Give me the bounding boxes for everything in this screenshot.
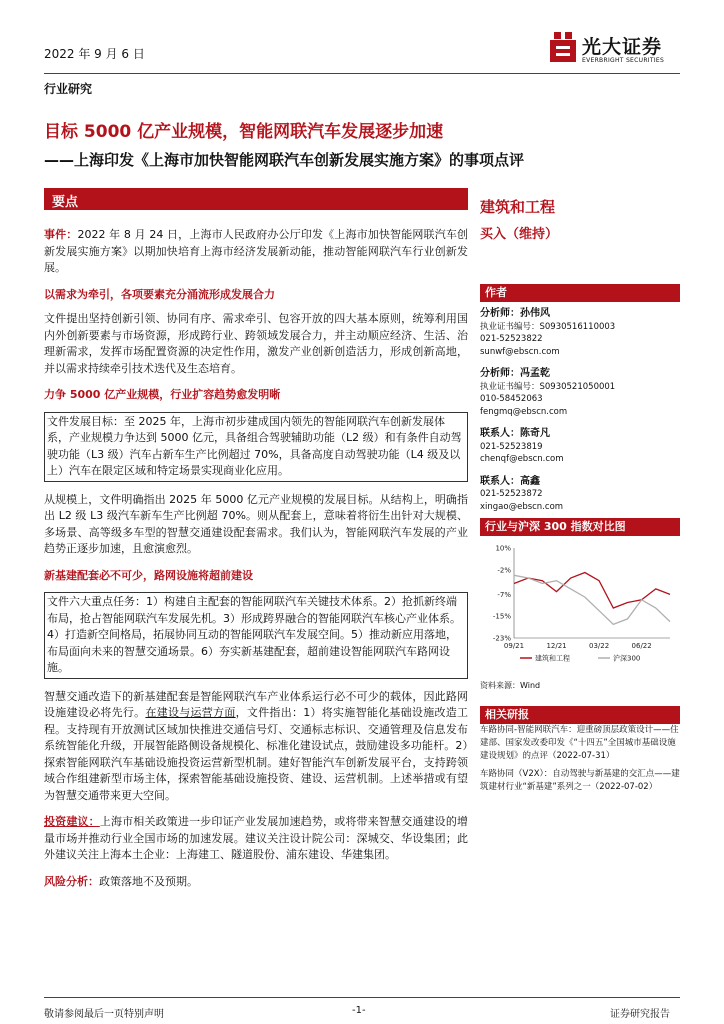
analyst-card — [480, 368, 680, 418]
report-category: 行业研究 — [44, 82, 93, 96]
x-tick-label: 09/21 — [503, 642, 525, 650]
y-tick-label: -2% — [497, 566, 511, 575]
report-type: 证券研究报告 — [610, 1009, 670, 1020]
y-tick-label: -15% — [492, 612, 511, 621]
section-heading-infrastructure: 新基建配套必不可少，路网设施将超前建设 — [44, 568, 253, 582]
brand-name-cn: 光大证券 — [582, 36, 663, 58]
contact-card — [480, 476, 680, 514]
tasks-box: 文件六大重点任务：1）构建自主配套的智能网联汽车关键技术体系。2）抢抓新终端布局，抢占智能网联汽车发展先机。3）形成跨界融合的智能网联汽车核心产业体系。4）打造新空间格局，拓展协同互动的智能网联汽车发展空间。5）推动新应用落地，布局面向未来的智慧交通场景。6）夯实新基建配套，超前建设智能网联汽车路网设施。 — [44, 592, 468, 679]
event-paragraph — [44, 227, 468, 277]
header-divider — [44, 73, 680, 74]
principles-paragraph: 文件提出坚持创新引领、协同有序、需求牵引、包容开放的四大基本原则，统筹利用国内外创新要素与市场资源，形成跨行业、跨领域发展合力，并主动顺应经济、生活、治理新需求，发挥市场配置资源的决定性作用，激发产业创新创造活力，形成创新高地，并以需求持续牵引技术迭代及生态培育。 — [44, 312, 468, 375]
risk-text: 政策落地不及预期。 — [99, 874, 198, 888]
analyst-phone: 021-52523822 — [480, 334, 543, 344]
side-column — [480, 196, 680, 513]
analyst-name: 分析师：冯孟乾 — [480, 368, 550, 379]
contact-name: 联系人：高鑫 — [480, 475, 540, 487]
footer-divider — [44, 997, 680, 998]
analyst-cert: 执业证书编号：S0930521050001 — [480, 381, 616, 392]
contact-card — [480, 428, 680, 466]
related-reports-header: 相关研报 — [480, 706, 680, 724]
main-column — [44, 227, 468, 900]
contact-phone: 021-52523872 — [480, 489, 543, 499]
y-tick-label: -7% — [497, 590, 511, 599]
x-tick-label: 12/21 — [546, 642, 567, 650]
y-tick-label: -23% — [492, 634, 511, 643]
legend-label-industry: 建筑和工程 — [535, 654, 570, 663]
disclaimer-note: 敬请参阅最后一页特别声明 — [44, 1009, 164, 1020]
page-number: -1- — [352, 1005, 366, 1016]
investment-label: 投资建议： — [44, 815, 100, 828]
brand-mark-icon — [548, 30, 578, 66]
risk-paragraph — [44, 874, 468, 891]
contact-email[interactable]: xingao@ebscn.com — [480, 501, 564, 512]
report-subtitle: ——上海印发《上海市加快智能网联汽车创新发展实施方案》的事项点评 — [44, 151, 525, 169]
contact-name: 联系人：陈奇凡 — [480, 428, 550, 439]
infra-text-b: ，文件指出：1）将实施智能化基础设施改造工程。支持现有开放测试区域加快推进交通信号灯、交通标志标识、交通管理及信息发布系统智能化升级，开展智能路侧设备规模化、标准化建设试点，鼓励建设多功能杆。2）探索智能网联汽车基础设施投资运营新型机制。建好智能汽车创新发展平台，支持跨领域合作组建新型市场主体，探索智能基础设施投资、建设、运营机制。上述举措或有望为智慧交通带来更大空间。 — [44, 706, 469, 802]
industry-name: 建筑和工程 — [480, 198, 556, 216]
scale-analysis-paragraph: 从规模上，文件明确指出 2025 年 5000 亿元产业规模的发展目标。从结构上，明确指出 L2 级 L3 级汽车新车生产比例超 70%。则从配套上，意味着将衍生出针对大规模、多场景、高等级多车型的智慧交通建设配套需求。我们认为，智能网联汽车发展的产业趋势正逐步加速，且愈演愈烈。 — [44, 492, 468, 555]
x-tick-label: 06/22 — [631, 642, 652, 650]
report-title: 目标 5000 亿产业规模，智能网联汽车发展逐步加速 — [44, 122, 444, 142]
chart-source: 资料来源：Wind — [480, 681, 541, 690]
event-label: 事件： — [44, 228, 78, 241]
investment-paragraph — [44, 814, 468, 864]
contact-email[interactable]: chenqf@ebscn.com — [480, 454, 564, 464]
key-points-banner — [44, 188, 468, 210]
analyst-cert: 执业证书编号：S0930516110003 — [480, 321, 616, 332]
risk-label: 风险分析： — [44, 874, 99, 888]
analyst-name: 分析师：孙伟风 — [480, 308, 550, 319]
infra-underlined: 在建设与运营方面 — [145, 706, 236, 719]
key-points-label: 要点 — [52, 195, 79, 210]
section-heading-scale: 力争 5000 亿产业规模，行业扩容趋势愈发明晰 — [44, 388, 281, 401]
series-line-csi300 — [514, 575, 670, 624]
targets-box: 文件发展目标：至 2025 年，上海市初步建成国内领先的智能网联汽车创新发展体系，产业规模力争达到 5000 亿元，具备组合驾驶辅助功能（L2 级）和有条件自动驾驶功能（L3 级）汽车占新车生产比例超过 70%，具备高度自动驾驶功能（L4 级及以上）汽车在限定区域和特定场景实现商业化应用。 — [44, 412, 468, 482]
analyst-card — [480, 308, 680, 358]
x-tick-label: 03/22 — [588, 642, 610, 650]
related-report-item[interactable]: 车路协同（V2X）：自动驾驶与新基建的交汇点——建筑建材行业“新基建”系列之一（2022-07-02） — [480, 769, 680, 792]
related-report-item[interactable]: 车路协同-智能网联汽车：迎重磅顶层政策设计——住建部、国家发改委印发《“十四五”全国城市基础设施建设规划》的点评（2022-07-31） — [480, 725, 679, 761]
brand-name-en: EVERBRIGHT SECURITIES — [582, 57, 665, 64]
author-header: 作者 — [480, 284, 680, 302]
contact-phone: 021-52523819 — [480, 441, 543, 452]
report-date: 2022 年 9 月 6 日 — [44, 47, 145, 61]
related-reports-list — [480, 724, 680, 799]
analyst-email[interactable]: fengmq@ebscn.com — [480, 406, 568, 417]
investment-text: 上海市相关政策进一步印证产业发展加速趋势，或将带来智慧交通建设的增量市场并推动行业全国市场的加速发展。建议关注设计院公司：深城交、华设集团；此外建议关注上海本土企业：上海建工、隧道股份、浦东建设、华建集团。 — [44, 815, 468, 861]
chart-header: 行业与沪深 300 指数对比图 — [480, 518, 680, 536]
legend-label-csi300: 沪深300 — [613, 654, 641, 663]
event-text: 2022 年 8 月 24 日，上海市人民政府办公厅印发《上海市加快智能网联汽车创新发展实施方案》以期加快培育上海市经济发展新动能，推动智能网联汽车行业创新发展。 — [44, 228, 468, 274]
section-heading-demand: 以需求为牵引，各项要素充分涌流形成发展合力 — [44, 287, 275, 301]
analyst-email[interactable]: sunwf@ebscn.com — [480, 346, 560, 357]
rating-badge: 买入（维持） — [480, 227, 559, 242]
index-comparison-chart — [480, 540, 680, 680]
brand-logo — [548, 30, 688, 72]
infra-text-a: 智慧交通改造下的新基建配套是智能网联汽车产业体系运行必不可少的载体，因此路网设施建设必将先行。 — [44, 689, 468, 719]
analyst-phone: 010-58452063 — [480, 394, 543, 404]
infrastructure-paragraph — [44, 689, 468, 805]
y-tick-label: 10% — [495, 544, 511, 553]
